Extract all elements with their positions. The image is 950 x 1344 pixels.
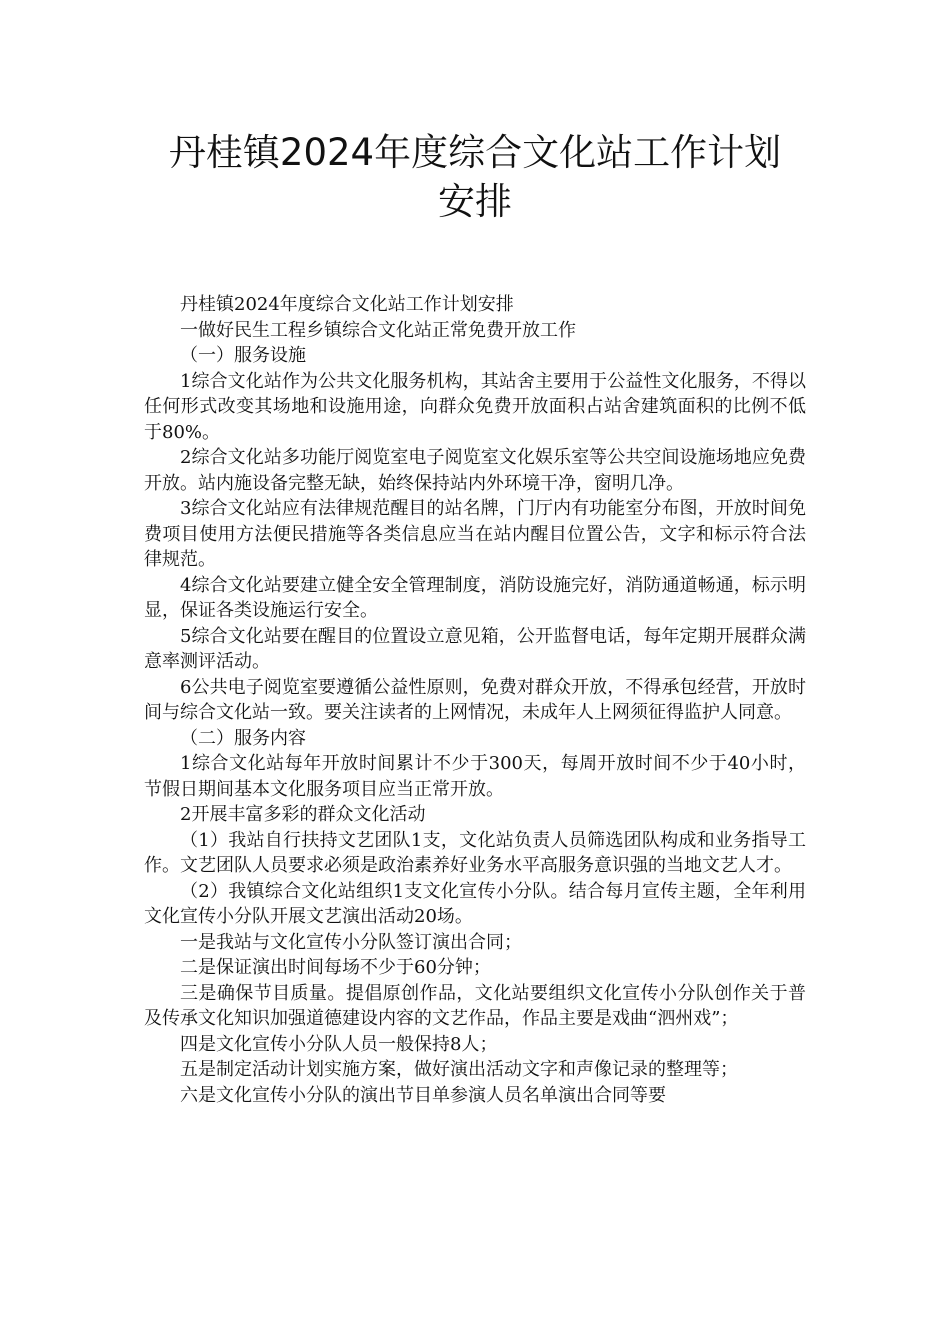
section-heading: （一）服务设施 xyxy=(180,345,306,366)
paragraph: 3综合文化站应有法律规范醒目的站名牌，门厅内有功能室分布图，开放时间免费项目使用方法便民措施等各类信息应当在站内醒目位置公告，文字和标示符合法律规范。 xyxy=(144,498,806,570)
paragraph: （2）我镇综合文化站组织1支文化宣传小分队。结合每月宣传主题，全年利用文化宣传小分队开展文艺演出活动20场。 xyxy=(144,880,806,927)
paragraph: （1）我站自行扶持文艺团队1支，文化站负责人员筛选团队构成和业务指导工作。文艺团队人员要求必须是政治素养好业务水平高服务意识强的当地文艺人才。 xyxy=(144,829,806,876)
title-line-2: 安排 xyxy=(438,180,512,223)
document-body xyxy=(144,292,806,1108)
paragraph: 五是制定活动计划实施方案，做好演出活动文字和声像记录的整理等； xyxy=(180,1059,738,1080)
paragraph: 二是保证演出时间每场不少于60分钟； xyxy=(180,957,491,978)
paragraph: 4综合文化站要建立健全安全管理制度，消防设施完好，消防通道畅通，标示明显，保证各类设施运行安全。 xyxy=(144,574,806,621)
paragraph: 四是文化宣传小分队人员一般保持8人； xyxy=(180,1033,498,1055)
section-heading: （二）服务内容 xyxy=(180,727,306,749)
paragraph: 1综合文化站每年开放时间累计不少于300天，每周开放时间不少于40小时，节假日期间基本文化服务项目应当正常开放。 xyxy=(144,753,806,800)
title-line-1: 丹桂镇2024年度综合文化站工作计划 xyxy=(168,131,782,174)
paragraph: 一是我站与文化宣传小分队签订演出合同； xyxy=(180,931,522,953)
paragraph: 1综合文化站作为公共文化服务机构，其站舍主要用于公益性文化服务，不得以任何形式改变其场地和设施用途，向群众免费开放面积占站舍建筑面积的比例不低于80%。 xyxy=(144,370,806,443)
paragraph: 三是确保节目质量。提倡原创作品，文化站要组织文化宣传小分队创作关于普及传承文化知识加强道德建设内容的文艺作品，作品主要是戏曲“泗州戏”； xyxy=(144,982,806,1029)
paragraph: 丹桂镇2024年度综合文化站工作计划安排 xyxy=(180,294,514,315)
paragraph: 一做好民生工程乡镇综合文化站正常免费开放工作 xyxy=(180,319,576,341)
paragraph: 5综合文化站要在醒目的位置设立意见箱，公开监督电话，每年定期开展群众满意率测评活动。 xyxy=(144,625,806,672)
paragraph: 6公共电子阅览室要遵循公益性原则，免费对群众开放，不得承包经营，开放时间与综合文化站一致。要关注读者的上网情况，未成年人上网须征得监护人同意。 xyxy=(144,676,806,723)
paragraph: 2开展丰富多彩的群众文化活动 xyxy=(180,804,426,825)
document-title xyxy=(120,128,830,226)
paragraph: 六是文化宣传小分队的演出节目单参演人员名单演出合同等要 xyxy=(180,1084,666,1106)
paragraph: 2综合文化站多功能厅阅览室电子阅览室文化娱乐室等公共空间设施场地应免费开放。站内施设备完整无缺，始终保持站内外环境干净，窗明几净。 xyxy=(144,447,806,494)
